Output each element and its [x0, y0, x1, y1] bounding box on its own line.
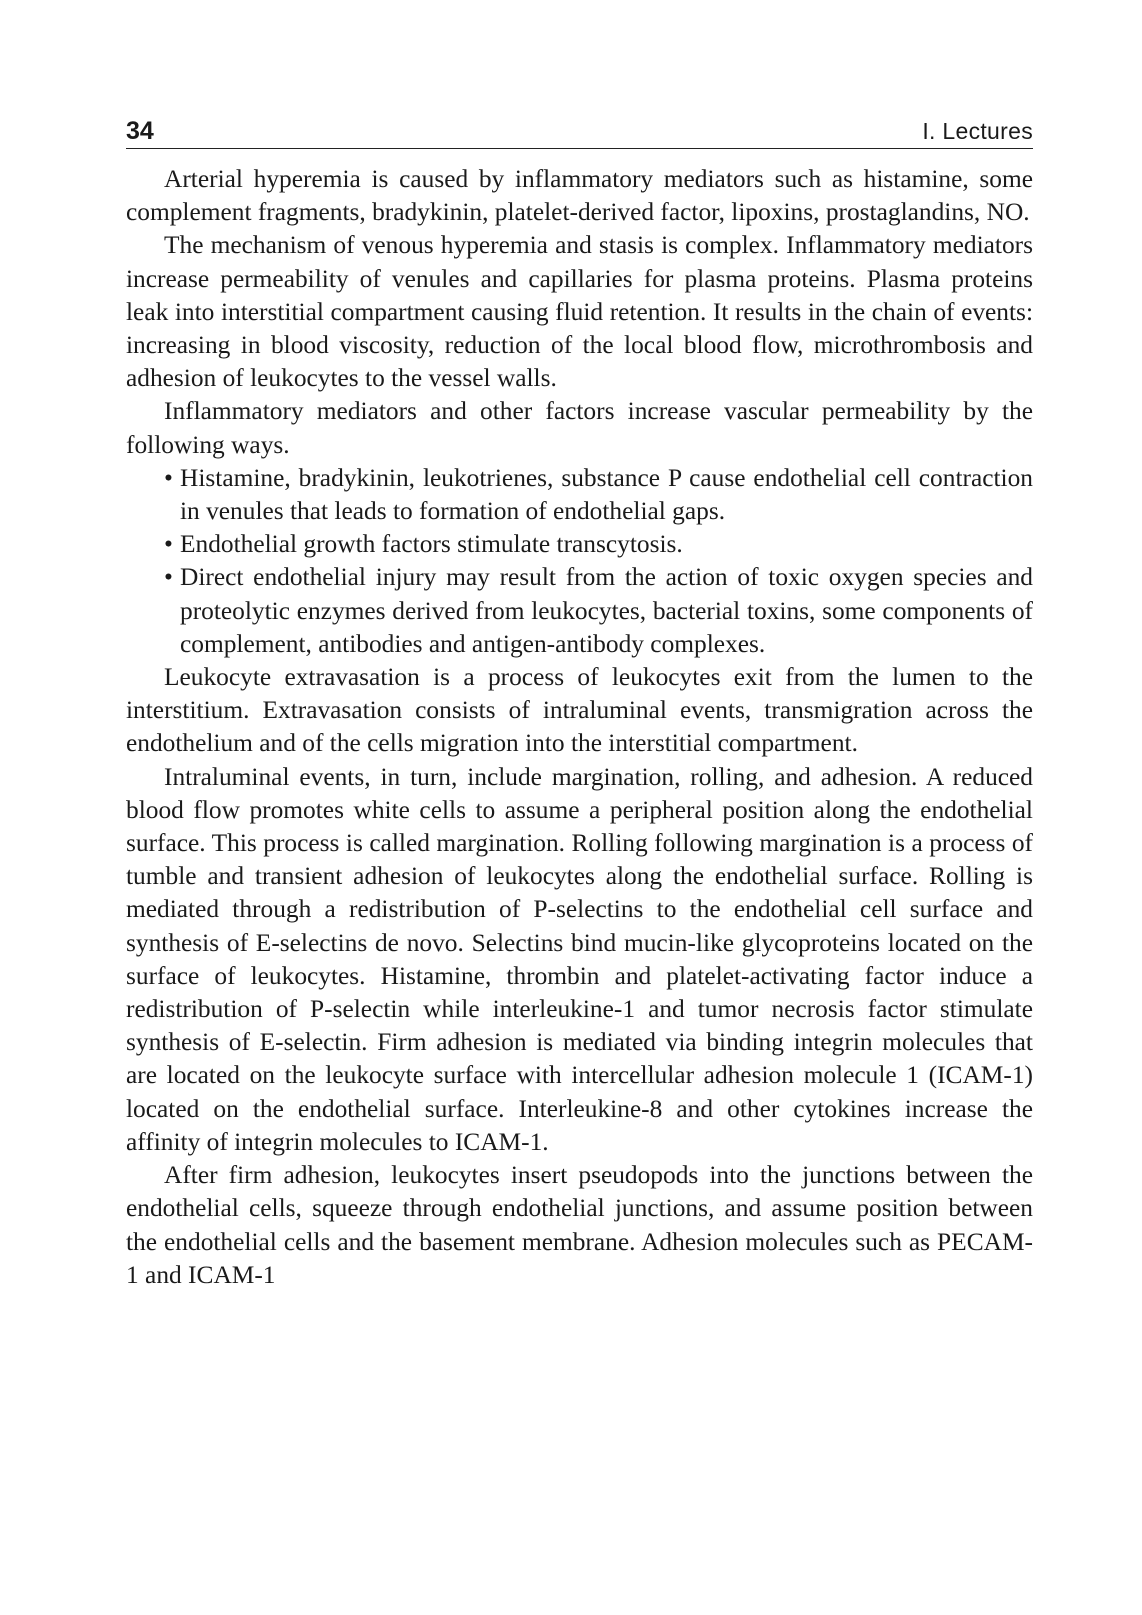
list-item	[164, 462, 1033, 528]
paragraph-intraluminal-events: Intraluminal events, in turn, include margination, rolling, and adhesion. A reduced blood flow promotes white cells to assume a peripheral position along the endothelial surface. This process is called margination. Rolling following margination is a process of tumble and transient adhesion of leukocytes along the endothelial surface. Rolling is mediated through a redistribution of P-selectins to the endothelial cell surface and synthesis of E-selectins de novo. Selectins bind mucin-like glycoproteins located on the surface of leukocytes. Histamine, thrombin and platelet-activating factor induce a redistribution of P-selectin while interleukine-1 and tumor necrosis factor stimulate synthesis of E-selectin. Firm adhesion is mediated via binding integrin molecules that are located on the leukocyte surface with intercellular adhesion molecule 1 (ICAM-1) located on the endothelial surface. Interleukine-8 and other cytokines increase the affinity of integrin molecules to ICAM-1.	[126, 762, 1033, 1156]
body-text	[126, 163, 1033, 1292]
paragraph-firm-adhesion: After firm adhesion, leukocytes insert pseudopods into the junctions between the endothelial cells, squeeze through endothelial junctions, and assume position between the endothelial cells and the basement membrane. Adhesion molecules such as PECAM-1 and ICAM-1	[126, 1161, 1033, 1289]
list-item-text: Histamine, bradykinin, leukotrienes, substance P cause endothelial cell contraction in venules that leads to formation of endothelial gaps.	[180, 463, 1033, 526]
bullet-icon: •	[164, 463, 173, 492]
paragraph-leukocyte-extravasation: Leukocyte extravasation is a process of leukocytes exit from the lumen to the interstitium. Extravasation consists of intraluminal events, transmigration across the endothelium and of the cells migration into the interstitial compartment.	[126, 663, 1033, 758]
section-title: I. Lectures	[922, 118, 1033, 144]
paragraph-arterial-hyperemia: Arterial hyperemia is caused by inflammatory mediators such as histamine, some complement fragments, bradykinin, platelet-derived factor, lipoxins, prostaglandins, NO.	[126, 165, 1033, 227]
permeability-ways-list	[126, 462, 1033, 661]
list-item	[164, 561, 1033, 661]
bullet-icon: •	[164, 563, 173, 592]
running-head	[126, 112, 1033, 149]
paragraph-venous-hyperemia: The mechanism of venous hyperemia and stasis is complex. Inflammatory mediators increase permeability of venules and capillaries for plasma proteins. Plasma proteins leak into interstitial compartment causing fluid retention. It results in the chain of events: increasing in blood viscosity, reduction of the local blood flow, microthrombosis and adhesion of leukocytes to the vessel walls.	[126, 231, 1033, 393]
page-number: 34	[126, 117, 154, 145]
bullet-icon: •	[164, 530, 173, 559]
book-page	[126, 112, 1033, 1292]
paragraph-vascular-permeability: Inflammatory mediators and other factors increase vascular permeability by the following ways.	[126, 397, 1033, 459]
list-item-text: Direct endothelial injury may result from the action of toxic oxygen species and proteolytic enzymes derived from leukocytes, bacterial toxins, some components of complement, antibodies and antigen-antibody complexes.	[180, 563, 1033, 658]
list-item	[164, 528, 1033, 561]
list-item-text: Endothelial growth factors stimulate transcytosis.	[180, 530, 683, 559]
